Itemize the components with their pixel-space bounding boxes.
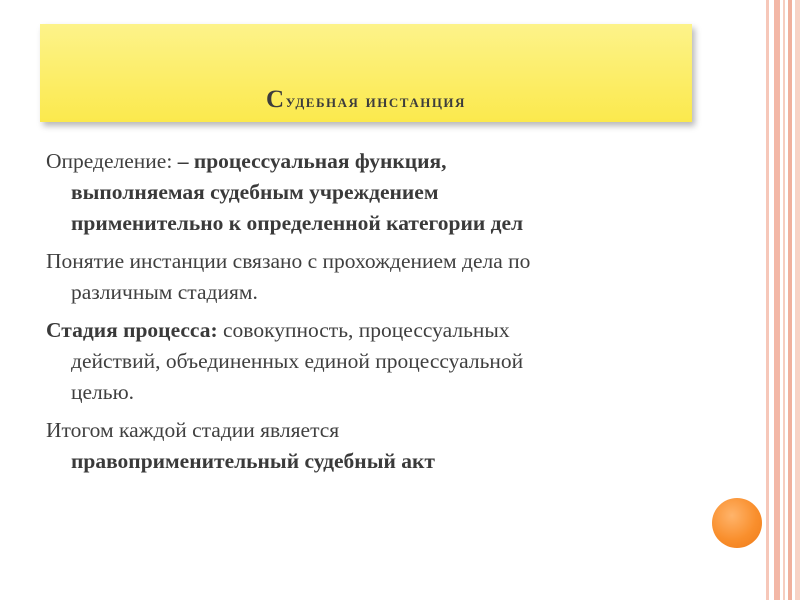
- paragraph-concept: [46, 246, 686, 308]
- paragraph-stage: [46, 315, 686, 408]
- stripe: [788, 0, 792, 600]
- stage-label: Стадия процесса:: [46, 318, 218, 342]
- title-initial: С: [266, 86, 286, 113]
- line: применительно к определенной категории дел: [71, 211, 524, 235]
- definition-label: Определение:: [46, 149, 178, 173]
- line: правоприменительный судебный акт: [71, 449, 435, 473]
- title-box: [40, 24, 692, 122]
- orange-circle-icon: [712, 498, 762, 548]
- stripe: [783, 0, 785, 600]
- line: выполняемая судебным учреждением: [71, 180, 439, 204]
- line: Понятие инстанции связано с прохождением дела по: [46, 249, 531, 273]
- line: [46, 146, 686, 177]
- stripe: [774, 0, 780, 600]
- line: различным стадиям.: [71, 280, 258, 304]
- stage-text: совокупность, процессуальных: [217, 318, 510, 342]
- line: [46, 315, 686, 346]
- line: Итогом каждой стадии является: [46, 418, 340, 442]
- line: целью.: [71, 380, 135, 404]
- stripe: [795, 0, 800, 600]
- stripe: [766, 0, 769, 600]
- slide-body: [46, 146, 686, 484]
- definition-text: – процессуальная функция,: [177, 149, 447, 173]
- paragraph-result: [46, 415, 686, 477]
- line: действий, объединенных единой процессуальной: [71, 349, 524, 373]
- slide-title: [40, 86, 692, 114]
- decorative-stripes: [766, 0, 800, 600]
- title-rest: удебная инстанция: [285, 91, 466, 112]
- paragraph-definition: [46, 146, 686, 239]
